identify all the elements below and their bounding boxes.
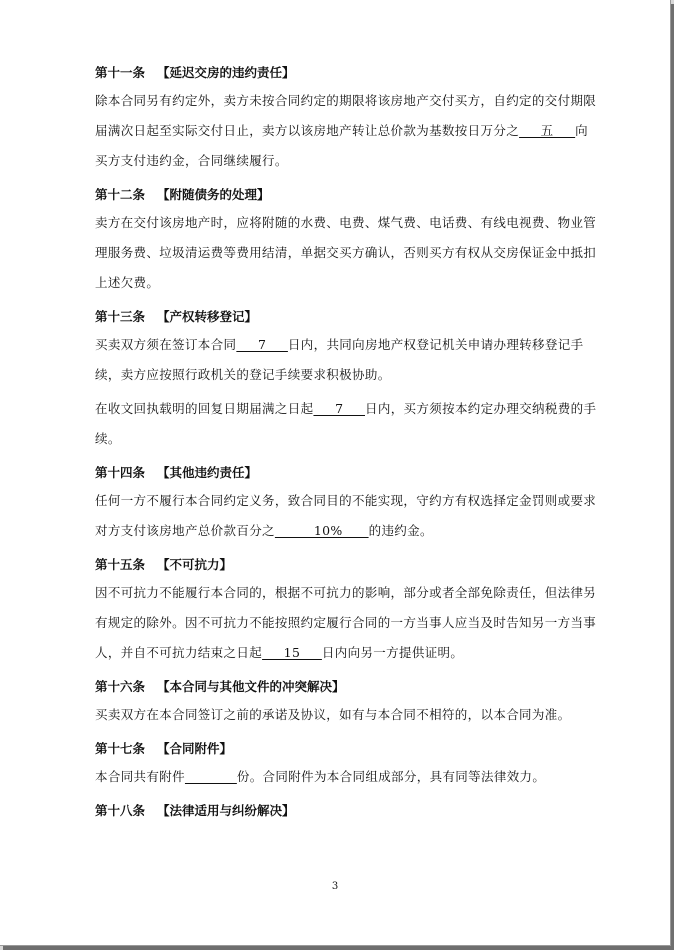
clause-text: 日内，共同向房地产权登记机关申请办理转移登记手续，卖方应按照行政机关的登记手续要求积极协助。: [95, 337, 584, 382]
fill-in-blank: [185, 769, 237, 784]
page-number: 3: [331, 881, 339, 892]
article-title: 【其他违约责任】: [157, 465, 258, 480]
article-number: 第十七条: [95, 741, 146, 756]
clause-paragraph: [95, 330, 599, 390]
article-number: 第十六条: [95, 679, 146, 694]
clause-text: 向买方支付违约金，合同继续履行。: [95, 123, 589, 168]
section-heading: [95, 556, 599, 574]
contract-body: [95, 64, 599, 820]
fill-in-blank: 7: [313, 401, 365, 416]
fill-in-blank: 五: [519, 123, 576, 138]
article-title: 【产权转移登记】: [157, 309, 258, 324]
contract-section: [95, 454, 599, 546]
clause-text: 卖方在交付该房地产时，应将附随的水费、电费、煤气费、电话费、有线电视费、物业管理服务费、垃圾清运费等费用结清，单据交买方确认，否则买方有权从交房保证金中抵扣上述欠费。: [95, 215, 597, 290]
fill-in-blank: 7: [236, 337, 288, 352]
clause-text: 因不可抗力不能履行本合同的，根据不可抗力的影响，部分或者全部免除责任，但法律另有规定的除外。因不可抗力不能按照约定履行合同的一方当事人应当及时告知另一方当事人，并自不可抗力结束之日起: [95, 585, 597, 660]
clause-paragraph: [95, 394, 599, 454]
contract-section: [95, 792, 599, 820]
article-title: 【法律适用与纠纷解决】: [157, 803, 295, 818]
contract-section: [95, 176, 599, 298]
section-heading: [95, 802, 599, 820]
contract-section: [95, 298, 599, 454]
contract-section: [95, 668, 599, 730]
clause-paragraph: [95, 700, 599, 730]
article-number: 第十八条: [95, 803, 146, 818]
clause-text: 除本合同另有约定外，卖方未按合同约定的期限将该房地产交付买方，自约定的交付期限届满次日起至实际交付日止，卖方以该房地产转让总价款为基数按日万分之: [95, 93, 597, 138]
section-heading: [95, 464, 599, 482]
clause-paragraph: [95, 762, 599, 792]
fill-in-blank: 15: [262, 645, 322, 660]
clause-paragraph: [95, 208, 599, 298]
article-number: 第十三条: [95, 309, 146, 324]
article-title: 【延迟交房的违约责任】: [157, 65, 295, 80]
article-number: 第十五条: [95, 557, 146, 572]
clause-text: 任何一方不履行本合同约定义务，致合同目的不能实现，守约方有权选择定金罚则或要求对方支付该房地产总价款百分之: [95, 493, 597, 538]
fill-in-blank: 10%: [274, 523, 369, 538]
clause-paragraph: [95, 578, 599, 668]
section-heading: [95, 308, 599, 326]
article-number: 第十二条: [95, 187, 146, 202]
section-heading: [95, 64, 599, 82]
section-heading: [95, 186, 599, 204]
clause-text: 买卖双方须在签订本合同: [95, 337, 237, 352]
clause-text: 本合同共有附件: [95, 769, 185, 784]
article-title: 【合同附件】: [157, 741, 233, 756]
article-title: 【附随债务的处理】: [157, 187, 270, 202]
section-heading: [95, 678, 599, 696]
clause-text: 买卖双方在本合同签订之前的承诺及协议，如有与本合同不相符的，以本合同为准。: [95, 707, 571, 722]
article-number: 第十一条: [95, 65, 146, 80]
clause-paragraph: [95, 486, 599, 546]
contract-section: [95, 546, 599, 668]
contract-section: [95, 730, 599, 792]
clause-text: 日内向另一方提供证明。: [321, 645, 464, 660]
contract-section: [95, 64, 599, 176]
clause-text: 日内，买方须按本约定办理交纳税费的手续。: [95, 401, 597, 446]
article-number: 第十四条: [95, 465, 146, 480]
article-title: 【不可抗力】: [157, 557, 233, 572]
clause-text: 的违约金。: [368, 523, 433, 538]
clause-text: 份。合同附件为本合同组成部分，具有同等法律效力。: [236, 769, 546, 784]
clause-paragraph: [95, 86, 599, 176]
clause-text: 在收文回执载明的回复日期届满之日起: [95, 401, 314, 416]
section-heading: [95, 740, 599, 758]
article-title: 【本合同与其他文件的冲突解决】: [157, 679, 345, 694]
